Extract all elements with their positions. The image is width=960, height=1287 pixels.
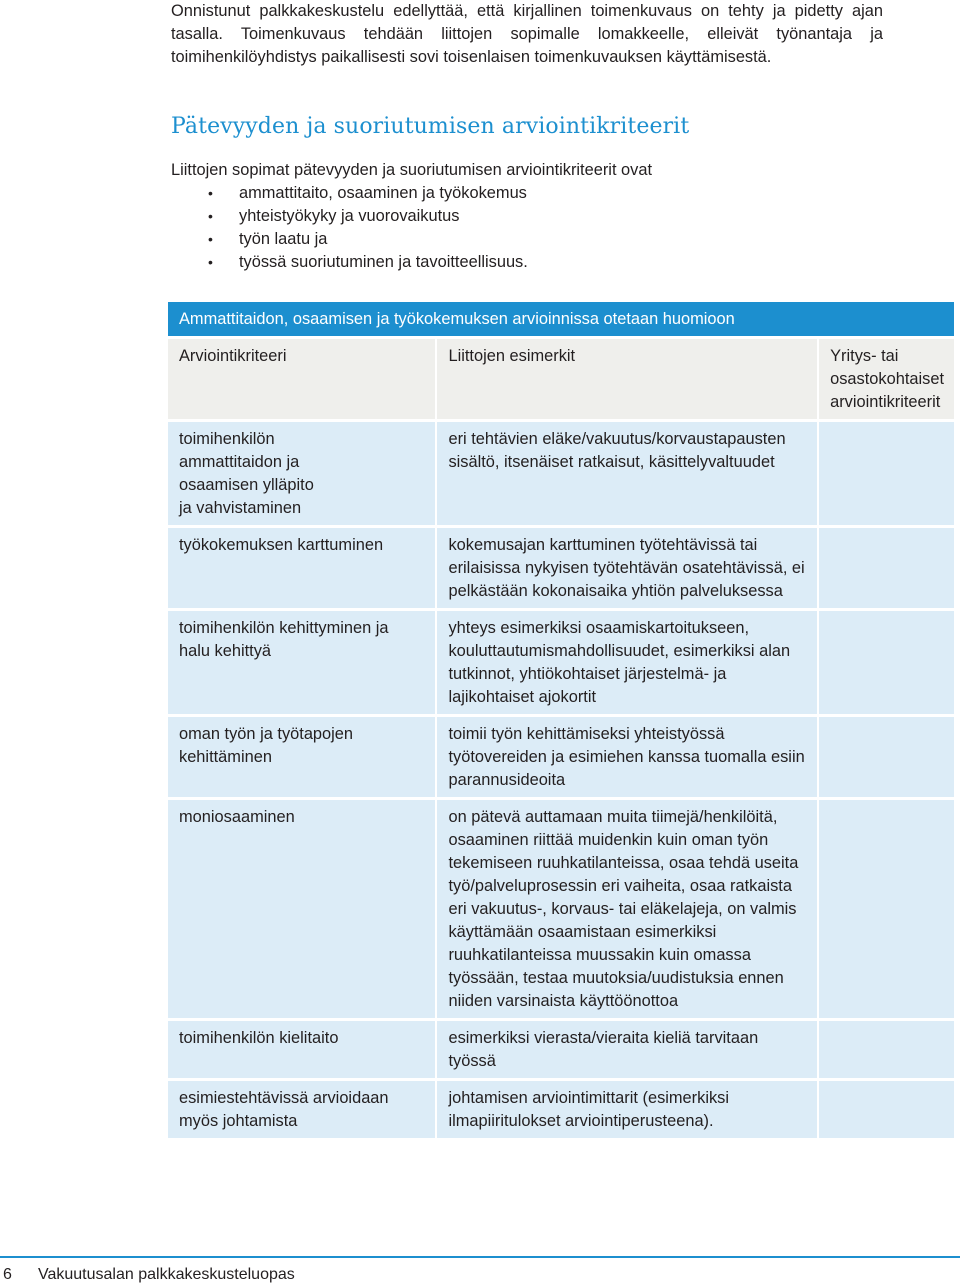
bullet-icon: • (208, 185, 213, 201)
bullet-icon: • (208, 208, 213, 224)
criterion-cell: työkokemuksen karttuminen (168, 528, 437, 608)
list-item: • yhteistyökyky ja vuorovaikutus (171, 205, 528, 228)
criterion-cell: toimihenkilön ammattitaidon ja osaamisen ylläpito ja vahvistaminen (168, 422, 437, 525)
company-cell (819, 422, 954, 525)
table-title-row (168, 302, 954, 336)
list-item: • ammattitaito, osaaminen ja työkokemus (171, 182, 528, 205)
example-cell: esimerkiksi vierasta/vieraita kieliä tarvitaan työssä (437, 1021, 819, 1078)
footer-divider (0, 1256, 960, 1258)
footer-title: Vakuutusalan palkkakeskusteluopas (38, 1266, 295, 1283)
list-item: • työn laatu ja (171, 228, 528, 251)
criterion-cell: moniosaaminen (168, 800, 437, 1018)
criterion-cell: esimiestehtävissä arvioidaan myös johtamista (168, 1081, 437, 1138)
criterion-cell: oman työn ja työtapojen kehittäminen (168, 717, 437, 797)
bullet-icon: • (208, 231, 213, 247)
section-heading: Pätevyyden ja suoriutumisen arviointikriteerit (171, 114, 690, 139)
table-title: Ammattitaidon, osaamisen ja työkokemuksen arvioinnissa otetaan huomioon (168, 302, 954, 336)
example-cell: yhteys esimerkiksi osaamiskartoitukseen, kouluttautumismahdollisuudet, esimerkiksi alan tutkinnot, yhtiökohtaiset järjestelmä- ja lajikohtaiset ajokortit (437, 611, 819, 714)
list-item: • työssä suoriutuminen ja tavoitteellisuus. (171, 251, 528, 274)
criterion-cell: toimihenkilön kehittyminen ja halu kehittyä (168, 611, 437, 714)
table-row (168, 422, 954, 525)
intro-paragraph (171, 0, 883, 69)
table-row (168, 611, 954, 714)
table-header-row (168, 339, 954, 419)
column-header-company: Yritys- tai osastokohtaiset arviointikriteerit (819, 339, 954, 419)
company-cell (819, 717, 954, 797)
column-header-criterion: Arviointikriteeri (168, 339, 437, 419)
table-row (168, 800, 954, 1018)
criterion-cell: toimihenkilön kielitaito (168, 1021, 437, 1078)
bullet-icon: • (208, 254, 213, 270)
example-cell: eri tehtävien eläke/vakuutus/korvaustapausten sisältö, itsenäiset ratkaisut, käsittelyvaltuudet (437, 422, 819, 525)
column-header-examples: Liittojen esimerkit (437, 339, 819, 419)
company-cell (819, 800, 954, 1018)
section-lead: Liittojen sopimat pätevyyden ja suoriutumisen arviointikriteerit ovat (171, 161, 653, 179)
table-row (168, 528, 954, 608)
table-row (168, 1021, 954, 1078)
example-cell: on pätevä auttamaan muita tiimejä/henkilöitä, osaaminen riittää muidenkin kuin oman työn tekemiseen ruuhkatilanteissa, osaa tehdä useita työ/palveluprosessin eri vaiheita, osaa ratkaista eri vakuutus-, korvaus- tai eläkelajeja, on valmis käyttämään osaamistaan esimerkiksi ruuhkatilanteissa muussakin kuin omassa työssään, testaa muutoksia/uudistuksia ennen niiden varsinaista käyttöönottoa (437, 800, 819, 1018)
example-cell: toimii työn kehittämiseksi yhteistyössä työtovereiden ja esimiehen kanssa tuomalla esiin parannusideoita (437, 717, 819, 797)
criteria-list (171, 182, 528, 274)
company-cell (819, 1081, 954, 1138)
company-cell (819, 611, 954, 714)
intro-text: Onnistunut palkkakeskustelu edellyttää, että kirjallinen toimenkuvaus on tehty ja pidetty ajan tasalla. Toimenkuvaus tehdään liittojen sopimalle lomakkeelle, elleivät työnantaja ja toimihenkilöyhdistys paikallisesti sovi toisenlaisen toimenkuvauksen käyttämisestä. (171, 2, 883, 66)
table-row (168, 717, 954, 797)
table-row (168, 1081, 954, 1138)
company-cell (819, 528, 954, 608)
example-cell: johtamisen arviointimittarit (esimerkiksi ilmapiiritulokset arviointiperusteena). (437, 1081, 819, 1138)
example-cell: kokemusajan karttuminen työtehtävissä tai erilaisissa nykyisen työtehtävän osatehtävissä, ei pelkästään kokonaisaika yhtiön palveluksessa (437, 528, 819, 608)
page-number: 6 (3, 1266, 12, 1283)
company-cell (819, 1021, 954, 1078)
criteria-table (168, 299, 954, 1141)
